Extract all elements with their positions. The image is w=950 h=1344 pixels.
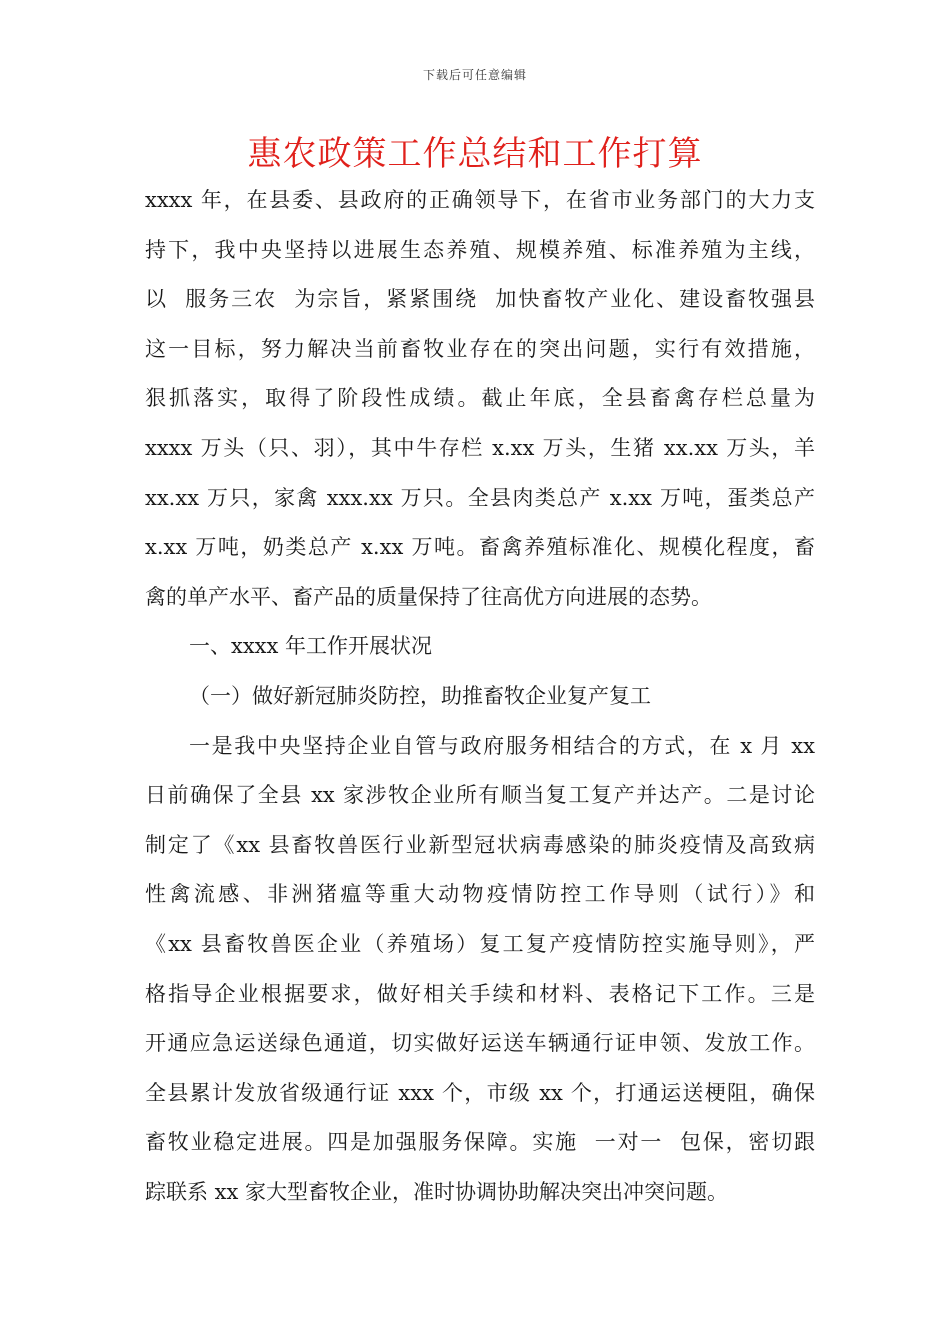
body-line-2: 持下，我中央坚持以进展生态养殖、规模养殖、标准养殖为主线， <box>145 237 815 262</box>
body-line-13: 日前确保了全县 xx 家涉牧企业所有顺当复工复产并达产。二是讨论 <box>145 783 815 808</box>
body-line-14: 制定了《xx 县畜牧兽医行业新型冠状病毒感染的肺炎疫情及高致病 <box>145 832 815 857</box>
body-line-7: xx.xx 万只，家禽 xxx.xx 万只。全县肉类总产 x.xx 万吨，蛋类总产 <box>145 485 815 510</box>
section-heading-1: 一、xxxx 年工作开展状况 <box>189 634 433 659</box>
body-line-4: 这一目标，努力解决当前畜牧业存在的突出问题，实行有效措施， <box>145 336 815 361</box>
body-line-18: 开通应急运送绿色通道，切实做好运送车辆通行证申领、发放工作。 <box>145 1031 815 1056</box>
body-line-15: 性禽流感、非洲猪瘟等重大动物疫情防控工作导则（试行）》和 <box>145 882 815 907</box>
body-line-8: x.xx 万吨，奶类总产 x.xx 万吨。畜禽养殖标准化、规模化程度，畜 <box>145 535 815 560</box>
body-line-6: xxxx 万头（只、羽），其中牛存栏 x.xx 万头，生猪 xx.xx 万头，羊 <box>145 435 815 460</box>
body-line-19: 全县累计发放省级通行证 xxx 个，市级 xx 个，打通运送梗阻，确保 <box>145 1080 815 1105</box>
body-line-9: 禽的单产水平、畜产品的质量保持了往高优方向进展的态势。 <box>145 584 712 609</box>
document-title: 惠农政策工作总结和工作打算 <box>247 134 703 174</box>
body-line-1: xxxx 年，在县委、县政府的正确领导下，在省市业务部门的大力支 <box>145 188 815 212</box>
body-line-16: 《xx 县畜牧兽医企业（养殖场）复工复产疫情防控实施导则》，严 <box>145 931 815 956</box>
body-line-12: 一是我中央坚持企业自管与政府服务相结合的方式，在 x 月 xx <box>189 733 815 758</box>
body-line-17: 格指导企业根据要求，做好相关手续和材料、表格记下工作。三是 <box>145 981 815 1006</box>
body-line-3: 以 服务三农 为宗旨，紧紧围绕 加快畜牧产业化、建设畜牧强县 <box>145 287 815 312</box>
body-line-5: 狠抓落实，取得了阶段性成绩。截止年底，全县畜禽存栏总量为 <box>145 386 815 411</box>
page-header-note: 下载后可任意编辑 <box>422 68 527 82</box>
document-body <box>145 176 815 1217</box>
body-line-20: 畜牧业稳定进展。四是加强服务保障。实施 一对一 包保，密切跟 <box>145 1130 815 1155</box>
subsection-heading-1: （一）做好新冠肺炎防控，助推畜牧企业复产复工 <box>189 683 651 708</box>
body-line-21: 踪联系 xx 家大型畜牧企业，准时协调协助解决突出冲突问题。 <box>145 1179 729 1204</box>
